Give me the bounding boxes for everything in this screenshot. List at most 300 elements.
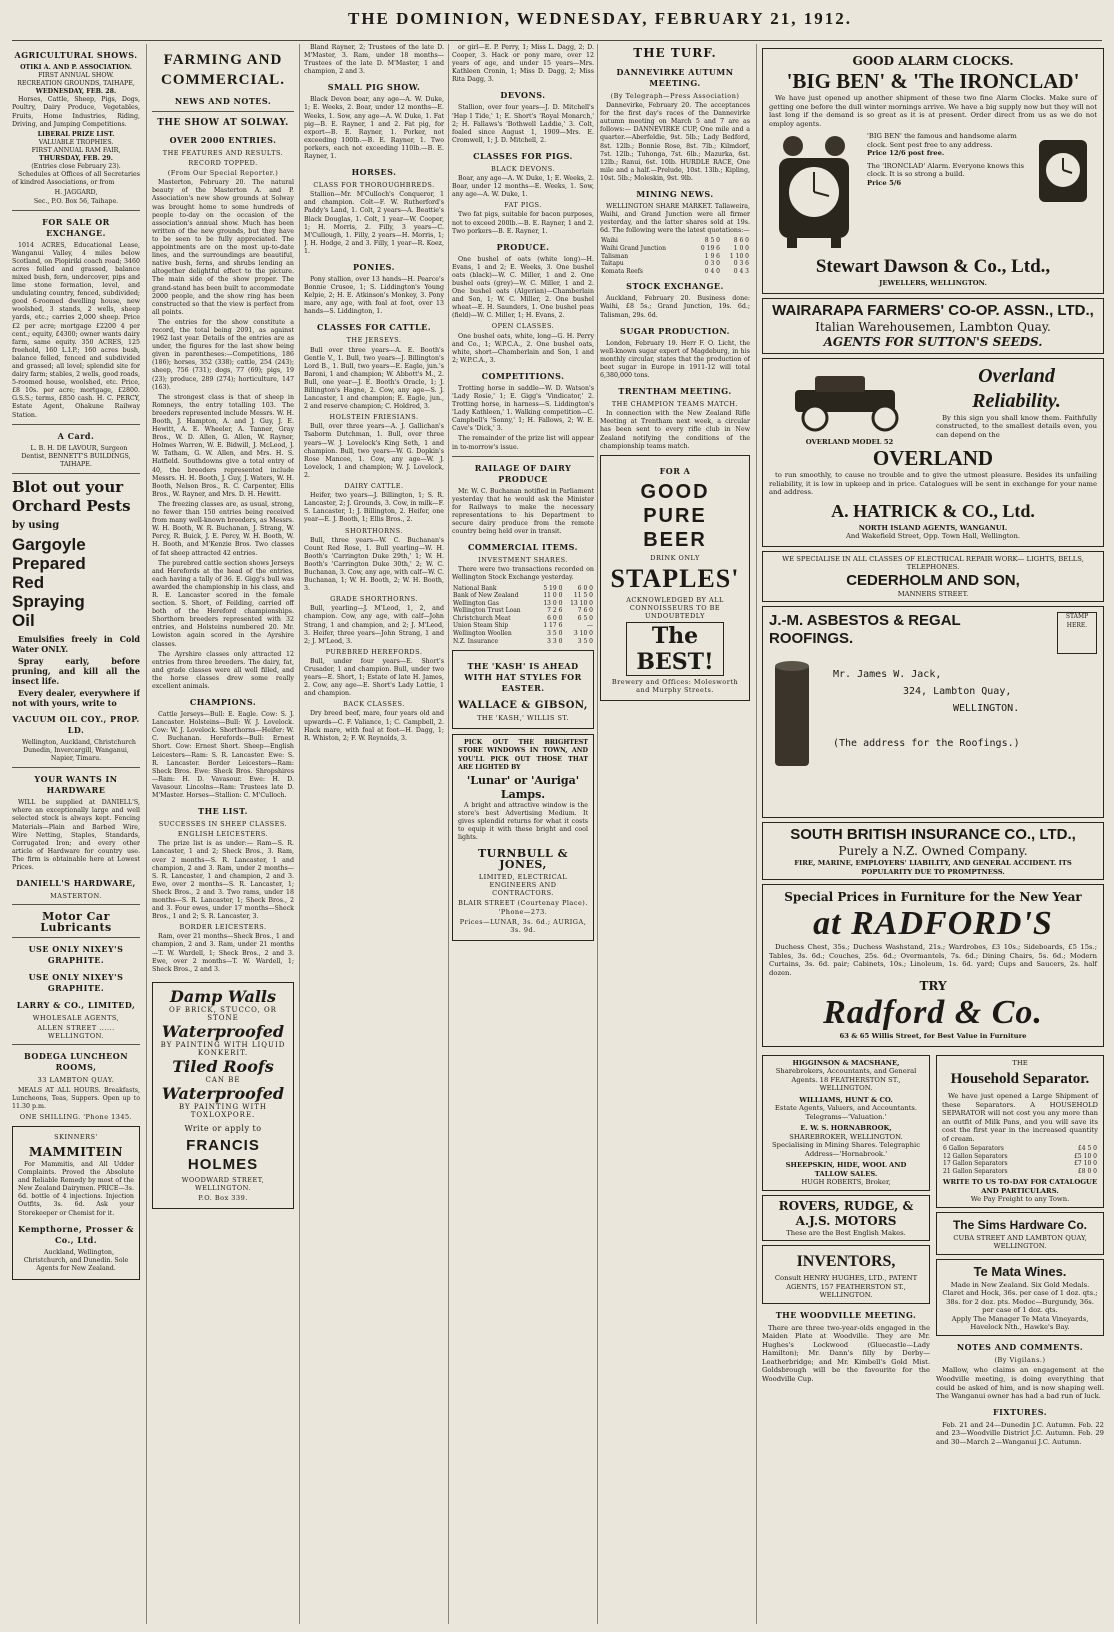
- table-row: [452, 622, 594, 630]
- bodega-address: 33 LAMBTON QUAY.: [37, 1076, 115, 1085]
- devons-text: Stallion, over four years—J. D. Mitchell's 'Hap I Tide,' 1; E. Short's 'Royal Monarch,' 2; H. Fallaws's 'Bothwell Laddie,' 3. Colt, foaled since August 1, 1909—Mrs. E. Cromwell, 1; J. D. Mitchell, 2.: [452, 104, 594, 144]
- fat-heading: FAT PIGS.: [504, 201, 542, 210]
- bodega-phone: ONE SHILLING. 'Phone 1345.: [19, 1112, 133, 1121]
- lunar-title: 'Lunar' or 'Auriga': [466, 773, 580, 787]
- champions-heading: CHAMPIONS.: [189, 697, 257, 708]
- orchard-line: Blot out your: [12, 477, 124, 496]
- card-heading: A Card.: [57, 430, 95, 441]
- stewart-name: Stewart Dawson & Co., Ltd.,: [815, 256, 1051, 277]
- jerseys-text: Bull over three years—A. E. Booth's Gentle V., 1. Bull, two years—J. Billington's Lord B., 1. Bull, two years—E. Eagle, jun.'s Baroni, 1 and champion; W. Abbott's M., 2. Bull, one year—J. E. Booth's Oracle, 1; J. Billington's Hagne, 2. Cow, any age—S. J. Lancaster, 1 and champion; E. Eagle, jun., 2 and reserve champion; C. Holdred, 3.: [304, 346, 444, 411]
- rovers-name: ROVERS, RUDGE, & A.J.S. MOTORS: [778, 1198, 914, 1228]
- table-cell: Bank of New Zealand: [453, 592, 519, 600]
- horses-text: Stallion—Mr. M'Culloch's Conqueror, 1 and champion. Colt—F. W. Rutherford's Paddy's Land, 1. Colt, 2 years—A. Beattie's Black Douglas, 1. Colt, 1 year—W. Cooper, 1; H. Morris, 2. Filly, 3 years—C. M'Cullough, 1. Filly, 2 years—H. Morris, 1; J. H. Hodge, 2 and 3. Filly, 1 year—R. Koez, 1.: [304, 191, 444, 255]
- table-row: [452, 592, 594, 600]
- table-cell: 3 5 0: [577, 637, 593, 645]
- grade-text: Bull, yearling—J. M'Leod, 1, 2, and champion. Cow, any age, with calf—John Strang, 1 and champion, and 2; J. M'Leod, 3. Heifer, three years—John Strang, 1 and 2; J. M'Leod, 3.: [304, 605, 444, 645]
- beer-good: GOOD: [640, 480, 710, 503]
- overland-name: OVERLAND: [872, 446, 994, 470]
- show-line: THURSDAY, FEB. 29.: [39, 155, 113, 163]
- column-rule: [597, 44, 598, 1624]
- vacuum-address: Wellington, Auckland, Christchurch Dunedin, Invercargill, Wanganui, Napier, Timaru.: [22, 738, 136, 763]
- table-cell: 6 5 0: [577, 614, 593, 622]
- column-4: [452, 44, 594, 1624]
- border-text: Ram, over 21 months—Sheck Bros., 1 and champion, 2 and 3. Ram, under 21 months—T. W. Wardell, 1; Sheck Bros., 2 and 3. Ewe, over 2 months—T. W. Wardell, 1; Sheck Bros., 2 and 3.: [152, 933, 294, 973]
- table-cell: Talisman: [601, 252, 629, 260]
- jack-note: (The address for the Roofings.): [833, 738, 1020, 749]
- ironclad-price: Price 5/6: [867, 178, 902, 187]
- list-heading: THE LIST.: [198, 806, 248, 817]
- notes-text: Mallow, who claims an engagement at the Woodville meeting, is doing everything that could be asked of him, and is now shaping well. The Wanganui owner has had a bad run of luck.: [936, 1366, 1104, 1401]
- trentham-heading: TRENTHAM MEETING.: [618, 386, 732, 397]
- column-5: [600, 44, 750, 1624]
- remainder-note: The remainder of the prize list will appear in to-morrow's issue.: [452, 435, 594, 451]
- english-text: The prize list is as under:— Ram—S. R. Lancaster, 1 and 2; Sheck Bros., 3. Ram, over 2 months—S. R. Lancaster, 1 and champion, 2 and 3. Ram, under 2 months—S. R. Lancaster, 1 and champion, 2 and 3. Ewe, over 2 months—S. R. Lancaster, 1; Sheck Bros., 2 and 3. Two rams, under 18 months—S. R. Lancaster, 1; Sheck Bros., 2 and 3. Four ewes, under 17 months—Sheck Bros., 1 and 2; S. R. Lancaster, 3.: [152, 840, 294, 921]
- column-1: [12, 44, 140, 1624]
- small-pig-heading: SMALL PIG SHOW.: [327, 82, 421, 93]
- table-row: [942, 1168, 1098, 1176]
- dannevirke-heading: DANNEVIRKE AUTUMN MEETING.: [616, 67, 734, 88]
- grade-heading: GRADE SHORTHORNS.: [330, 595, 418, 604]
- jack-address: 324, Lambton Quay,: [903, 686, 1012, 697]
- small-pig-text: Black Devon boar, any age—A. W. Duke, 1; E. Weeks, 2. Boar, under 12 months—E. Weeks, 1. Sow, any age—A. W. Duke, 1. Fat pig—B. E. Rayner, 1 and 2. Fat pig, for export—B. E. Rayner, 1. Porker, not exceeding 100lb.—B. E. Rayner, 1. Two porkers, each not exceeding 110lb.—B. E. Rayner, 1.: [304, 96, 444, 161]
- divider: [12, 210, 140, 211]
- table-row: [452, 615, 594, 623]
- table-cell: 8 5 0: [704, 237, 720, 245]
- damp-line: Damp Walls: [169, 986, 277, 1006]
- produce-text: One bushel of oats (white long)—H. Evans, 1 and 2; E. Weeks, 3. One bushel oats (black)—W. C. Miller, 1 and 2. One bushel oats (grey)—W. C. Miller, 1 and 2. One bushel oats (Algerian)—Chamberlain and Son, 1; W. C. Miller, 2. One bushel wheat—E. H. Saunders, 1. One bushel peas (field)—W. C. Miller, 1; H. Evans, 2.: [452, 255, 594, 320]
- fat-text: Two fat pigs, suitable for bacon purposes, not to exceed 200lb.—B. E. Rayner, 1 and 2. Two porkers—B. E. Rayner, 1.: [452, 211, 594, 235]
- holmes-pre: Write or apply to: [184, 1124, 262, 1134]
- pigs-heading: CLASSES FOR PIGS.: [473, 150, 573, 161]
- table-cell: 11 0 0: [543, 592, 563, 600]
- bodega-name: BODEGA LUNCHEON ROOMS,: [23, 1051, 129, 1073]
- entries: OVER 2000 ENTRIES.: [169, 135, 277, 145]
- beer-best: The BEST!: [626, 622, 724, 676]
- trentham-text: In connection with the New Zealand Rifle Meeting at Trentham next week, a circular has been sent to every rifle club in New Zealand notifying the conditions of the championship teams match.: [600, 410, 750, 450]
- english-leicesters: ENGLISH LEICESTERS.: [177, 830, 269, 839]
- table-cell: Union Steam Ship: [453, 622, 509, 630]
- larry-address: ALLEN STREET ...... WELLINGTON.: [37, 1024, 115, 1041]
- beer-drink: DRINK ONLY: [650, 553, 700, 562]
- williams-text: Estate Agents, Valuers, and Accountants. Telegrams—'Valuation.': [774, 1104, 918, 1121]
- sale-heading: FOR SALE OR EXCHANGE.: [42, 216, 110, 238]
- divider: [152, 111, 294, 112]
- sugar-heading: SUGAR PRODUCTION.: [620, 325, 730, 336]
- hack-heading: BACK CLASSES.: [343, 700, 405, 709]
- clock-ad: [762, 48, 1104, 294]
- cederholm-address: MANNERS STREET.: [897, 589, 969, 598]
- separator-the: THE: [1012, 1058, 1028, 1067]
- radford-name: Radford & Co.: [823, 994, 1043, 1031]
- stamp-box: STAMP HERE.: [1057, 612, 1097, 654]
- turf-heading: THE TURF.: [633, 46, 717, 60]
- divider: [12, 904, 140, 905]
- inventors-title: INVENTORS,: [796, 1253, 896, 1270]
- show-line: Horses, Cattle, Sheep, Pigs, Dogs, Poultry, Dairy Produce, Vegetables, Fruits, Home Industries, Riding, Driving, and Jumping Competitions.: [12, 96, 140, 128]
- nixey-line: USE ONLY NIXEY'S GRAPHITE.: [28, 972, 124, 994]
- comp-text: Trotting horse in saddle—W. D. Watson's 'Lady Rosie,' 1; E. Gigg's 'Vindicator,' 2. Trotting horse, in harness—S. Liddington's 'Lady Kathleen,' 1. Walking competition—C. Campbell's 'Sonny,' 1; H. Fallows, 2; W. E. Cave's 'Dick,' 3.: [452, 384, 594, 433]
- show-line: OTIKI A. AND P. ASSOCIATION.: [20, 64, 132, 71]
- column-rule: [448, 44, 449, 1624]
- hereford-text: Bull, under four years—E. Short's Crusader, 1 and champion. Bull, under two years—E. Short, 1; Estate of late H. James, 2. Cow, any age—E. Short's Lady Lottie, 1 and champion.: [304, 657, 444, 698]
- shorthorns-text: Bull, three years—W. C. Buchanan's Count Red Rose, 1. Bull yearling—W. H. Booth's 'Carrington Duke 29th,' 1; W. H. Booth's 'Carrington Duke 30th,' 2; W. C. Buchanan, 3. Cow, any age, with calf—W. C. Buchanan, 1; W. H. Booth, 2; W. H. Booth, 3.: [304, 536, 444, 593]
- table-cell: —: [587, 622, 593, 630]
- daniell-name: DANIELL'S HARDWARE,: [16, 878, 136, 889]
- lunar-pre: PICK OUT THE BRIGHTEST STORE WINDOWS IN TOWN, AND YOU'LL PICK OUT THOSE THAT ARE LIGHTED BY: [458, 739, 588, 771]
- dairy-heading: DAIRY CATTLE.: [344, 482, 404, 491]
- lunar-ad: [452, 734, 594, 941]
- mining-text: WELLINGTON SHARE MARKET. Tallaweira, Waihi, and Grand Junction were all firmer yesterday, and the latter shares sold at 19s. 6d. The following were the latest quotations:—: [600, 203, 750, 235]
- table-cell: 1 10 0: [729, 252, 749, 260]
- table-cell: 0 19 6: [700, 245, 720, 252]
- higginson-text: Sharebrokers, Accountants, and General Agents. 18 FEATHERSTON ST., WELLINGTON.: [775, 1067, 917, 1092]
- holmes-box: P.O. Box 339.: [198, 1193, 248, 1202]
- cederholm-pre: WE SPECIALISE IN ALL CLASSES OF ELECTRICAL REPAIR WORK— LIGHTS, BELLS, TELEPHONES.: [782, 554, 1084, 571]
- turnbull-address: BLAIR STREET (Courtenay Place). 'Phone—273.: [458, 899, 588, 916]
- staples-ad: [600, 455, 750, 702]
- bigben-price: Price 12/6 post free.: [867, 149, 945, 157]
- orchard-line: Spraying: [12, 591, 85, 611]
- show-line: WEDNESDAY, FEB. 28.: [35, 88, 117, 96]
- holmes-name: FRANCIS HOLMES: [186, 1136, 260, 1173]
- wallace-name: WALLACE & GIBSON,: [458, 700, 588, 712]
- radford-text: Duchess Chest, 35s.; Duchess Washstand, 21s.; Wardrobes, £3 10s.; Sideboards, £5 15s.; Tables, 3s. 6d.; Couches, 25s. 6d.; Overmantels, 7s. 6d.; Dining Chairs, 5s. 6d.; Modern Curtains, 3s. 6d. pair; Cabinets, 10s.; Linoleum, 1s. 6d. yard; Cups and Saucers, 2s. half dozen.: [769, 943, 1097, 977]
- table-cell: £4 5 0: [1077, 1145, 1097, 1152]
- open-text: One bushel oats, white, long—G. H. Perry and Co., 1; W.P.C.A., 2. One bushel oats, white, short—Chamberlain and Son, 1 and 2; W.P.C.A., 3.: [452, 332, 594, 364]
- table-row: [942, 1160, 1098, 1168]
- article-paragraph: The strongest class is that of sheep in Romneys, the entry totalling 103. The breeders represented include Messrs. W. H. Booth, J. Hampton, A. and J. Guy, J. E. Hewitt, A. E. Wheeler, A. Tanner, Gray Bros., W. D. Allen, G. Allen, W. Rayner, Holmes Warren, W. E. Bidwill, J. McLeod, J. W. Tatham, G. W. Allen, and Mrs. H. S. Hatfield. Southdowns give a total entry of 40, the breeders represented include Messrs. H. H. Booth, J. Guy, J. Waters, W. H. Booth, Nelson Bros., R. C. Carpenter, Ellis Bros., W. Rayner, and Mrs. D. H. Hewitt.: [152, 393, 294, 498]
- horses-heading: HORSES.: [351, 167, 397, 178]
- table-cell: 3 10 0: [573, 630, 593, 638]
- beer-brewery: Brewery and Offices: Molesworth and Murphy Streets.: [611, 678, 739, 695]
- show-line: RECREATION GROUNDS, TAIHAPE,: [17, 80, 135, 88]
- column-rule: [756, 44, 757, 1624]
- overland-model: OVERLAND MODEL 52: [805, 437, 894, 446]
- table-cell: National Bank: [453, 584, 497, 592]
- mammitein-ad: [12, 1126, 140, 1280]
- overland-text2: to run smoothly, to cause no trouble and to give the utmost pleasure. Besides its unfailing reliability, it is low in upkeep and in price. Catalogues will be sent in exchange for your name and address.: [769, 471, 1097, 496]
- woodville-heading: THE WOODVILLE MEETING.: [775, 1309, 917, 1320]
- railage-heading: RAILAGE OF DAIRY PRODUCE: [474, 462, 572, 484]
- wairarapa-agents: AGENTS FOR SUTTON'S SEEDS.: [823, 334, 1043, 349]
- show-line: VALUABLE TROPHIES.: [38, 138, 114, 146]
- table-row: [942, 1145, 1098, 1153]
- higginson-name: HIGGINSON & MACSHANE,: [792, 1058, 900, 1067]
- wines-text: Made in New Zealand. Six Gold Medals. Claret and Hock, 36s. per case of 1 doz. qts.; 38s. for 2 doz. pts. Medoc—Burgundy, 36s. per case of 1 doz. qts.: [942, 1280, 1098, 1315]
- beer-ack: ACKNOWLEDGED BY ALL CONNOISSEURS TO BE UNDOUBTEDLY: [626, 595, 724, 620]
- show-line: (Entries close February 23).: [31, 163, 121, 171]
- orchard-line: Gargoyle: [12, 534, 86, 554]
- waterproof-ad: [152, 982, 294, 1209]
- motor-lubricants: Motor Car Lubricants: [40, 910, 112, 935]
- cederholm-name: CEDERHOLM AND SON,: [846, 571, 1020, 589]
- separator-write: WRITE TO US TO-DAY FOR CATALOGUE AND PARTICULARS.: [942, 1178, 1098, 1195]
- table-row: [600, 260, 750, 268]
- border-leicesters: BORDER LEICESTERS.: [179, 923, 267, 932]
- orchard-sub-line: Spray early, before pruning, and kill all the insect life.: [12, 655, 140, 686]
- radford-try: TRY: [919, 979, 947, 993]
- orchard-line: Prepared: [12, 553, 86, 573]
- jack-city: WELLINGTON.: [953, 703, 1020, 714]
- article-paragraph: The freezing classes are, as usual, strong, no fewer than 150 entries being received from many well-known breeders, as Messrs. W. H. Booth, W. R. Buchanan, J. Strang, W. Percy, R. Buick, J. E. Percy, W. H. Booth, W. H. Booth, and M'Kenzie Bros. Two classes of fat sheep attracted 42 entries.: [152, 500, 294, 557]
- table-cell: 12 Gallon Separators: [943, 1152, 1008, 1160]
- turnbull-name: TURNBULL & JONES,: [477, 847, 569, 872]
- ironclad-caption: The 'IRONCLAD' Alarm. Everyone knows this clock. It is so strong a build.: [867, 161, 1024, 178]
- kash-ad: [452, 650, 594, 729]
- trentham-sub: THE CHAMPION TEAMS MATCH.: [611, 400, 739, 409]
- stock-text: Auckland, February 20. Business done: Waihi, £8 5s.; Grand Junction, 19s. 6d.; Talisman, 29s. 6d.: [600, 295, 750, 319]
- open-heading: OPEN CLASSES.: [491, 322, 555, 331]
- table-cell: 13 10 0: [570, 599, 593, 607]
- table-cell: 1 0 0: [733, 245, 749, 252]
- hatrick-sub: NORTH ISLAND AGENTS, WANGANUI.: [858, 523, 1008, 532]
- sale-text: 1014 ACRES, Educational Lease, Wanganui Valley, 4 miles below Scotland, on Piopiriki coach road; 3460 acres felled and grassed, balance mixed bush, fern, undercover, pips and lime stone formation, level, and undulating country, fenced, subdivided; good 6-roomed dwelling house, new woolshed, 3 stands, 2 wells, sheep yards, etc.; carries 2,000 sheep. Price £2 per acre; mortgage £2200 4 per cent.; equity, £4300; owner wants dairy farm, same equity. 350 ACRES, 125 freehold, 160 L.I.P.; 160 acres bush, balance felled, fenced and subdivided and grassed; all level; splendid site for dairy farm; stables, 2 wells, good roads, 5-roomed house, woolshed, etc. Price, £8 10s. per acre; mortgage, £2800. G.S.S.; terms, £850 cash. H. C. PERCY, Estate Agent, Ohakune Railway Station.: [12, 241, 140, 419]
- orchard-sub: [12, 634, 140, 708]
- dannevirke-text: Dannevirke, February 20. The acceptances for the first day's races of the Dannevirke autumn meeting on March 5 and 7 are as follows:— DANNEVIRKE CUP, One mile and a quarter.—Aberfeldie, 9st. 5lb.; Lady Bedford, 8st. 12lb.; Bonnie Rose, 8st. 7lb.; Kilmdorf, 7st. 12lb.; Tuhonga, 7st. 6lb.; Mazurka, 6st. 12lb.; Ranui, 6st. 10lb. HURDLE RACE, One mile and a half.—Prelude, 10st. 13lb.; Kipling, 10st. 5lb.; Moleskin, 9st. 9lb.: [600, 102, 750, 182]
- stock-heading: STOCK EXCHANGE.: [626, 281, 724, 292]
- wines-title: Te Mata Wines.: [973, 1263, 1067, 1279]
- table-cell: 13 0 0: [543, 599, 563, 607]
- article-paragraph: The Ayrshire classes only attracted 12 entries from three breeders. The dairy, fat, and grade classes were all well filled, and the horse classes drew some really excellent animals.: [152, 650, 294, 690]
- table-cell: Komata Reefs: [601, 267, 644, 275]
- record: RECORD TOPPED.: [188, 159, 258, 168]
- table-cell: Wellington Trust Loan: [453, 607, 521, 615]
- table-cell: Waihi Grand Junction: [601, 245, 666, 252]
- invest-text: There were two transactions recorded on Wellington Stock Exchange yesterday.: [452, 566, 594, 582]
- south-british-text: FIRE, MARINE, EMPLOYERS' LIABILITY, AND GENERAL ACCIDENT. ITS POPULARITY DUE TO PROMPTNESS.: [794, 859, 1072, 876]
- damp-line: Tiled Roofs: [172, 1057, 274, 1077]
- produce-heading: PRODUCE.: [496, 241, 550, 252]
- dannevirke-sub: (By Telegraph—Press Association): [610, 92, 740, 100]
- devons-heading: DEVONS.: [500, 90, 546, 101]
- overland-ad: [762, 358, 1104, 547]
- kash-text: THE 'KASH' IS AHEAD WITH HAT STYLES FOR EASTER.: [464, 661, 582, 694]
- broker-ad: [762, 1055, 930, 1191]
- damp-line: OF BRICK, STUCCO, OR STONE: [169, 1005, 277, 1022]
- stewart-sub: JEWELLERS, WELLINGTON.: [879, 279, 987, 287]
- dairy-text: Heifer, two years—J. Billington, 1; S. R. Lancaster, 2; J. Grounds, 3. Cow, in milk—F. S. Lancaster, 1; J. Billington, 2. Heifer, one year—E. J. Booth, 1; Ellis Bros., 2.: [304, 492, 444, 524]
- table-cell: 6 0 0: [577, 584, 593, 592]
- cederholm-ad: [762, 551, 1104, 603]
- hereford-heading: PUREBRED HEREFORDS.: [325, 647, 423, 656]
- show-ad: [12, 64, 140, 206]
- bigben-caption: 'BIG BEN' the famous and handsome alarm clock. Sent post free to any address.: [867, 132, 1017, 149]
- orchard-ad: [12, 478, 140, 630]
- farming-banner: FARMING AND COMMERCIAL.: [161, 52, 285, 88]
- column-2: [152, 44, 294, 1624]
- table-cell: £8 0 0: [1077, 1167, 1097, 1175]
- radford-address: 63 & 65 Willis Street, for Best Value in Furniture: [839, 1032, 1027, 1040]
- table-row: [600, 245, 750, 253]
- holmes-address: WOODWARD STREET, WELLINGTON.: [181, 1175, 265, 1192]
- table-cell: 7 6 0: [577, 607, 593, 615]
- show-line: FIRST ANNUAL SHOW.: [38, 72, 114, 80]
- notes-sub: (By Vigilans.): [994, 1355, 1046, 1364]
- sims-name: The Sims Hardware Co.: [952, 1217, 1088, 1232]
- list-sub: SUCCESSES IN SHEEP CLASSES.: [158, 820, 288, 829]
- table-cell: 17 Gallon Separators: [943, 1160, 1008, 1168]
- ag-shows-heading: AGRICULTURAL SHOWS.: [14, 50, 138, 60]
- damp-line: BY PAINTING WITH LIQUID KONKERIT.: [160, 1041, 286, 1058]
- radford-pre: Special Prices in Furniture for the New Year: [784, 890, 1082, 904]
- table-row: [600, 237, 750, 245]
- table-cell: Waihi: [601, 237, 618, 245]
- table-cell: 3 5 0: [547, 630, 563, 638]
- wines-ad: [936, 1259, 1104, 1336]
- masthead-rule: [12, 40, 1102, 41]
- fixtures-heading: FIXTURES.: [992, 1406, 1048, 1417]
- show-title: THE SHOW AT SOLWAY.: [157, 118, 289, 128]
- table-cell: N.Z. Insurance: [453, 637, 499, 645]
- nixey-line: USE ONLY NIXEY'S GRAPHITE.: [28, 944, 124, 966]
- radford-at: at RADFORD'S: [813, 905, 1053, 942]
- beer-staples: STAPLES': [610, 563, 740, 593]
- woodville-text: There are three two-year-olds engaged in the Maiden Plate at Woodville. They are Mr. Hughes's Lockwood (Gluecastle—Lady Hamilton); Mr. Dann's filly by Derby—Leatherbridge; and Mr. Kimbell's Gold Mist. Goldsbrough will be the favourite for the Woodville Cup.: [762, 1323, 930, 1384]
- roberts-name: HUGH ROBERTS, Broker,: [801, 1178, 891, 1186]
- table-cell: £7 10 0: [1074, 1160, 1097, 1168]
- wairarapa-ad: [762, 298, 1104, 354]
- vacuum-oil: VACUUM OIL COY., PROP. LD.: [12, 713, 140, 735]
- lamps-title: Lamps.: [500, 787, 546, 801]
- asbestos-ad: [762, 606, 1104, 818]
- mammitein-text: For Mammitis, and All Udder Complaints. Proved the Absolute and Reliable Remedy by most of the New Zealand Dairymen. PRICE—3s. 6d. bottle of 4 injections. Injection Outfits, 3s. 6d. Ask your Storekeeper or Chemist for it.: [18, 1161, 134, 1217]
- invest-heading: INVESTMENT SHARES.: [478, 556, 568, 565]
- kempthorne-address: Auckland, Wellington, Christchurch, and Dunedin. Sole Agents for New Zealand.: [23, 1248, 129, 1272]
- hornabrook-text: SHAREBROKER, WELLINGTON. Specialising in Mining Shares. Telegraphic Address—'Hornabrook.': [772, 1132, 920, 1158]
- kempthorne: Kempthorne, Prosser & Co., Ltd.: [18, 1223, 134, 1245]
- separator-ad: [936, 1055, 1104, 1208]
- orchard-sub-line: Every dealer, everywhere if not with yours, write to: [12, 687, 140, 708]
- table-cell: 11 5 0: [573, 592, 593, 600]
- rovers-text: These are the Best English Makes.: [786, 1228, 906, 1237]
- rovers-ad: [762, 1195, 930, 1242]
- orchard-sub-line: Emulsifies freely in Cold Water ONLY.: [12, 633, 140, 654]
- special-reporter: (From Our Special Reporter.): [167, 169, 279, 178]
- larry-name: LARRY & CO., LIMITED,: [16, 1000, 136, 1011]
- divider: [452, 456, 594, 457]
- hardware-heading: YOUR WANTS IN HARDWARE: [34, 774, 118, 796]
- holstein-heading: HOLSTEIN FRIESIANS.: [329, 413, 419, 422]
- beer-for: FOR A: [659, 465, 691, 476]
- sugar-text: London, February 19. Herr F. O. Licht, the well-known sugar expert of Magdeburg, in his monthly circular, states that the production of beet sugar in Europe in 1911-12 will total 6,380,000 tons.: [600, 339, 750, 380]
- sims-ad: [936, 1212, 1104, 1255]
- column-3: [304, 44, 444, 1624]
- hatrick-name: A. HATRICK & CO., Ltd.: [831, 500, 1035, 521]
- black-heading: BLACK DEVONS.: [490, 164, 556, 173]
- table-row: [452, 585, 594, 593]
- jack-name: Mr. James W. Jack,: [833, 669, 942, 680]
- beer-beer: BEER: [643, 528, 707, 551]
- table-row: [452, 600, 594, 608]
- beer-pure: PURE: [643, 504, 707, 527]
- roofing-roll-icon: [769, 660, 815, 770]
- clock-text: We have just opened up another shipment of these two fine Alarm Clocks. Make sure of getting one before the dull winter mornings arrive. We have a big supply now but they will not last long if the demand is so great as it is at present. Order direct from us as we do not employ agents.: [769, 94, 1097, 128]
- inventors-text: Consult HENRY HUGHES, LTD., PATENT AGENTS, 157 FEATHERSTON ST., WELLINGTON.: [774, 1274, 918, 1299]
- column-rule: [146, 44, 147, 1624]
- mining-table: [600, 237, 750, 275]
- damp-line: CAN BE: [205, 1076, 241, 1085]
- commercial-heading: COMMERCIAL ITEMS.: [468, 542, 578, 553]
- lamp-prices: Prices—LUNAR, 3s. 6d.; AURIGA, 3s. 9d.: [459, 917, 587, 934]
- orchard-line: Red: [12, 572, 45, 592]
- skinners: SKINNERS': [54, 1132, 98, 1141]
- divider: [12, 937, 140, 938]
- comp-heading: COMPETITIONS.: [481, 370, 565, 381]
- column-6: [762, 44, 1104, 1624]
- clock-brands: 'BIG BEN' & 'The IRONCLAD': [786, 69, 1080, 93]
- south-british-sub: Purely a N.Z. Owned Company.: [838, 844, 1028, 858]
- separator-table: [942, 1145, 1098, 1175]
- table-cell: 0 4 0: [704, 267, 720, 275]
- column-rule: [299, 44, 300, 1624]
- separator-pay: We Pay Freight to any Town.: [970, 1195, 1070, 1204]
- south-british-name: SOUTH BRITISH INSURANCE CO., LTD.,: [790, 826, 1076, 843]
- skin-sales: SHEEPSKIN, HIDE, WOOL AND TALLOW SALES.: [785, 1161, 907, 1178]
- black-text: Boar, any age—A. W. Duke, 1; E. Weeks, 2. Boar, under 12 months—E. Weeks, 1. Sow, any age—A. W. Duke, 1.: [452, 175, 594, 199]
- jerseys-heading: THE JERSEYS.: [346, 336, 402, 345]
- table-cell: 6 Gallon Separators: [943, 1145, 1004, 1152]
- hardware-text: WILL be supplied at DANIELL'S, where an exceptionally large and well selected stock is always kept. Fencing Materials—Plain and Barbed Wire, Wire Netting, Staples, Standards, Corrugated Iron; and every other article of Hardware for country use. The firm is obtainable here at Lowest Prices.: [12, 799, 140, 871]
- article-paragraph: Masterton, February 20. The natural beauty of the Masterton A. and P. Association's new show grounds at Solway was brought home to some hundreds of people to-day on the occasion of the association's annual show. Much has been written of the new grounds, but they have to be seen to be fully appreciated. The appointments are on the most up-to-date lines, and the surroundings are beautiful, native bush, ferns, and shrubs lending an altogether delightful effect to the picture. The main side of the show proper. The grand-stand has been built to accommodate 2000 people, and the show ring has been constructed so that the view is perfect from all points.: [152, 179, 294, 316]
- damp-line: Waterproofed: [161, 1022, 285, 1041]
- table-row: [452, 607, 594, 615]
- railage-text: Mr. W. C. Buchanan notified in Parliament yesterday that he would ask the Minister for Railways to make the necessary representations to his Department to secure dairy produce from the remote country being held over in transit.: [452, 487, 594, 536]
- show-line: FIRST ANNUAL RAM FAIR,: [31, 146, 121, 154]
- wairarapa-name: WAIRARAPA FARMERS' CO-OP. ASSN., LTD.,: [772, 301, 1094, 319]
- invest-table: [452, 585, 594, 646]
- holstein-text: Bull, over three years—A. J. Gallichan's Tsaborm Dutchman, 1. Bull, over three years—W. J. Lovelock's King Seth, 1 and champion. Bull, two years—W. G. Dopkin's Rose Mancee, 1. Cow, any age—W. J. Lovelock, 1 and champion; W. J. Lovelock, 2.: [304, 423, 444, 479]
- asbestos-title: J.-M. ASBESTOS & REGAL ROOFINGS.: [769, 612, 961, 647]
- separator-title: Household Separator.: [950, 1071, 1090, 1087]
- damp-line: BY PAINTING WITH TOXLOXPORE.: [179, 1103, 267, 1120]
- daniell-town: MASTERTON.: [50, 892, 102, 901]
- hatrick-address: And Wakefield Street, Opp. Town Hall, Wellington.: [845, 532, 1021, 540]
- divider: [12, 767, 140, 768]
- show-line: LIBERAL PRIZE LIST.: [37, 130, 115, 138]
- overland-heading: Overland Reliability.: [972, 364, 1061, 412]
- champions-text: Cattle Jerseys—Bull: E. Eagle. Cow: S. J. Lancaster. Holsteins—Bull: W. J. Lovelock. Cow: W. J. Lovelock. Shorthorns—Heifer: W. C. Buchanan. Herefords—Bull: Ernest Short. Cow: Ernest Short. Sheep—English Leicesters—Ram: S. R. Lancaster. Ewe: S. R. Lancaster. Border Leicesters—Ram: Sheck Bros. Ewe: Sheck Bros. Shropshires—Ram: H. D. Vavasour. Ewe: H. D. Vavasour. Lincolns—Ram: Trustees late D. M'Master. Horses—Stallion: C. M'Culloch.: [152, 711, 294, 800]
- table-row: [600, 253, 750, 261]
- larry-sub: WHOLESALE AGENTS,: [32, 1014, 120, 1023]
- table-row: [942, 1153, 1098, 1161]
- article-paragraph: Bland Rayner, 2; Trustees of the late D. M'Master, 3. Ram, under 18 months—Trustees of the late D. M'Master, 1 and champion, 2 and 3.: [304, 44, 444, 76]
- ponies-heading: PONIES.: [353, 261, 395, 272]
- masthead: THE DOMINION, WEDNESDAY, FEBRUARY 21, 1912.: [347, 9, 852, 28]
- table-row: [452, 630, 594, 638]
- orchard-line: Oil: [12, 610, 35, 630]
- alarm-clock-icon: [769, 132, 859, 252]
- table-cell: Taitapu: [601, 260, 624, 268]
- table-cell: 3 3 0: [547, 637, 563, 645]
- table-cell: 7 2 6: [547, 607, 563, 615]
- bodega-text: MEALS AT ALL HOURS. Breakfasts, Luncheons, Teas, Suppers. Open up to 11.30 p.m.: [12, 1086, 140, 1110]
- divider: [12, 473, 140, 474]
- hack-text: Dry breed beef, mare, four years old and upwards—C. F. Valiance, 1; C. Campbell, 2. Hack mare, with foal at foot—H. Dagg, 1; R. Whiston, 2; F. W. Reynolds, 3.: [304, 710, 444, 742]
- separator-text: We have just opened a Large Shipment of these Separators. A HOUSEHOLD SEPARATOR will not cost you any more than an outfit of Milk Pans, and you will save its cost the first year in the increased quantity of cream.: [942, 1092, 1098, 1143]
- table-row: [600, 268, 750, 276]
- cattle-heading: CLASSES FOR CATTLE.: [316, 322, 432, 333]
- horses-sub: CLASS FOR THOROUGHBREDS.: [313, 181, 435, 190]
- sims-address: CUBA STREET AND LAMBTON QUAY, WELLINGTON.: [953, 1233, 1087, 1251]
- lamps-text: A bright and attractive window is the store's best Advertising Medium. It gives splendid returns for what it costs to equip it with these bright and cool lights.: [458, 801, 588, 842]
- notes-heading: NOTES AND COMMENTS.: [956, 1341, 1084, 1352]
- fixtures-text: Feb. 21 and 24—Dunedin J.C. Autumn. Feb. 22 and 23—Woodville District J.C. Autumn. Feb. 29 and 30—March 2—Wanganui J.C. Autumn.: [936, 1420, 1104, 1447]
- article-paragraph: or girl—E. P. Perry, 1; Miss L. Dagg, 2; D. Cooper, 3. Hack or pony mare, over 12 years of age, and under 15 years—Mrs. Kathleen Cronin, 1; Miss D. Dagg, 2; Miss Rita Dagg, 3.: [452, 44, 594, 84]
- bottom-ads: [762, 1051, 1104, 1449]
- table-cell: 8 6 0: [733, 237, 749, 245]
- radford-ad: [762, 884, 1104, 1047]
- features: THE FEATURES AND RESULTS.: [162, 149, 284, 157]
